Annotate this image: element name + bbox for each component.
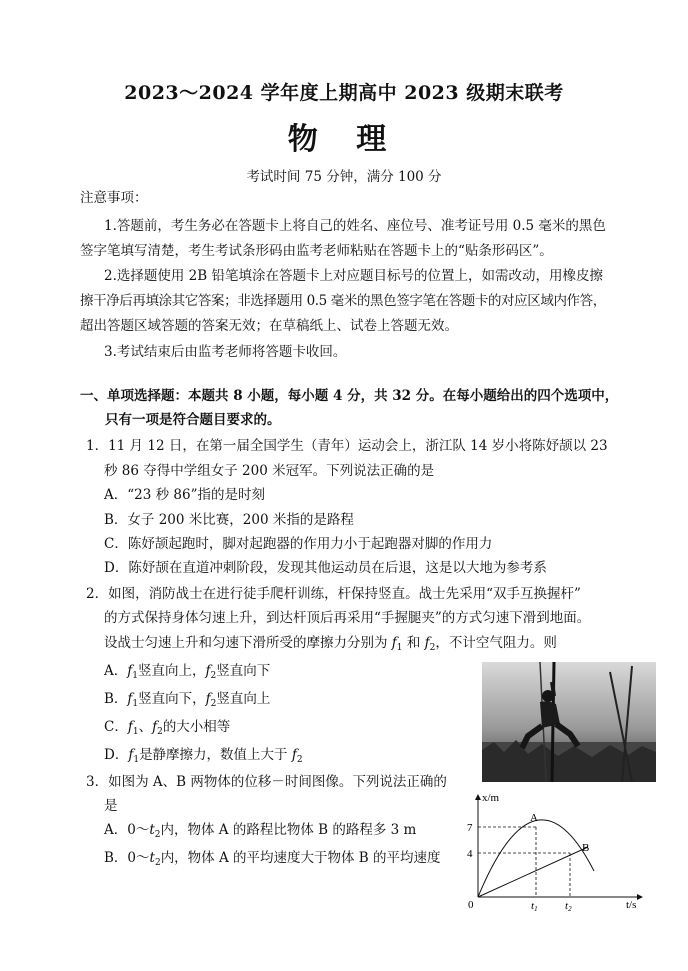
line-b-label: B (582, 842, 590, 854)
y-tick-7: 7 (467, 822, 473, 834)
section-heading: 一、单项选择题：本题共 8 小题，每小题 4 分，共 32 分。在每小题给出的四个选项中， (80, 388, 619, 404)
q1-stem-cont: 秒 86 夺得中学组女子 200 米冠军。下列说法正确的是 (104, 463, 435, 479)
origin-label: 0 (468, 899, 474, 911)
q3-option-a: A．$0\sim t_2$内，物体 A 的路程比物体 B 的路程多 3 m (104, 822, 417, 840)
y-axis-label: x/m (482, 792, 500, 804)
notice-line: 擦干净后再填涂其它答案；非选择题用 0.5 毫米的黑色签字笔在答题卡的对应区域内作答， (80, 293, 606, 309)
q2-option-c: C．$f_1$、$f_2$的大小相等 (104, 719, 231, 737)
q2-stem: 2．如图，消防战士在进行徒手爬杆训练，杆保持竖直。战士先采用“双手互换握杆” (86, 586, 581, 602)
q1-stem: 1．11 月 12 日，在第一届全国学生（青年）运动会上，浙江队 14 岁小将陈妤颉以 23 (86, 438, 608, 454)
t1-tick: t1 (531, 900, 538, 911)
q2-option-a: A．$f_1$竖直向上，$f_2$竖直向下 (104, 663, 271, 681)
y-tick-4: 4 (467, 848, 473, 860)
q1-option-d: D．陈妤颉在直道冲刺阶段，发现其他运动员在后退，这是以大地为参考系 (104, 560, 547, 576)
line-b (478, 847, 588, 897)
firefighter-photo (482, 662, 656, 782)
section-heading-cont: 只有一项是符合题目要求的。 (105, 412, 281, 428)
notice-line: 3.考试结束后由监考老师将答题卡收回。 (104, 344, 347, 360)
time-note: 考试时间 75 分钟，满分 100 分 (246, 169, 442, 185)
displacement-time-graph (460, 789, 648, 911)
q2-stem-cont: 的方式保持身体匀速上升，到达杆顶后再采用“手握腿夹”的方式匀速下滑到地面。 (104, 610, 591, 626)
subject-title: 物 理 (287, 122, 401, 157)
notice-heading: 注意事项： (80, 190, 148, 206)
q1-option-c: C．陈妤颉起跑时，脚对起跑器的作用力小于起跑器对脚的作用力 (104, 536, 493, 552)
q2-option-d: D．$f_1$是静摩擦力，数值上大于 $f_2$ (104, 747, 303, 765)
q3-option-b: B．$0\sim t_2$内，物体 A 的平均速度大于物体 B 的平均速度 (104, 850, 441, 868)
q3-stem: 3．如图为 A、B 两物体的位移－时间图像。下列说法正确的 (86, 774, 447, 790)
q2-stem-friction: 设战士匀速上升和匀速下滑所受的摩擦力分别为 $f_1$ 和 $f_2$，不计空气阻力。则 (104, 635, 557, 653)
notice-line: 超出答题区域答题的答案无效；在草稿纸上、试卷上答题无效。 (80, 318, 458, 334)
q1-option-a: A．“23 秒 86”指的是时刻 (104, 487, 265, 503)
q3-stem-cont: 是 (104, 798, 118, 814)
x-axis-label: t/s (626, 899, 637, 911)
notice-line: 2.选择题使用 2B 铅笔填涂在答题卡上对应题目标号的位置上，如需改动，用橡皮擦 (104, 268, 603, 284)
q2-option-b: B．$f_1$竖直向下，$f_2$竖直向上 (104, 691, 271, 709)
curve-a-label: A (530, 812, 538, 824)
notice-line: 1.答题前，考生务必在答题卡上将自己的姓名、座位号、准考证号用 0.5 毫米的黑色 (104, 218, 606, 234)
exam-title: 2023～2024 学年度上期高中 2023 级期末联考 (124, 82, 564, 104)
q1-option-b: B．女子 200 米比赛，200 米指的是路程 (104, 512, 354, 528)
t2-tick: t2 (565, 900, 572, 911)
notice-line: 签字笔填写清楚，考生考试条形码由监考老师粘贴在答题卡上的“贴条形码区”。 (80, 243, 553, 259)
